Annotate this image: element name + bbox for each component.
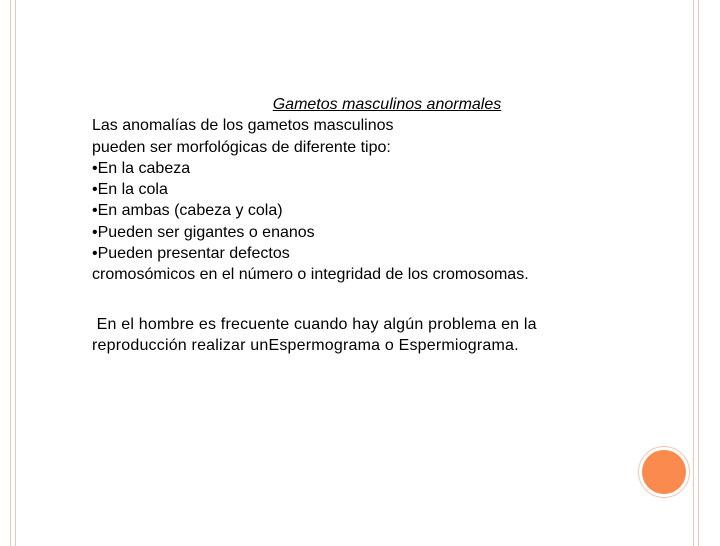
slide-title: Gametos masculinos anormales: [272, 96, 502, 113]
bullet-item: •Pueden ser gigantes o enanos: [92, 223, 315, 241]
bullet-item: •En ambas (cabeza y cola): [92, 202, 283, 220]
orange-circle-decoration: [642, 450, 686, 494]
bullet-item: •En la cola: [92, 181, 168, 199]
right-border-decoration: [693, 0, 699, 546]
intro-line-2: pueden ser morfológicas de diferente tipo:: [92, 138, 391, 156]
closing-line-1: En el hombre es frecuente cuando hay algún problema en la: [92, 315, 537, 333]
bullet-continuation: cromosómicos en el número o integridad de los cromosomas.: [92, 266, 529, 284]
left-border-decoration: [10, 0, 16, 546]
bullet-item: •Pueden presentar defectos: [92, 245, 290, 263]
bullet-item: •En la cabeza: [92, 159, 191, 177]
closing-line-2: reproducción realizar unEspermograma o Espermiograma.: [92, 336, 519, 354]
slide-body: [92, 94, 652, 356]
paragraph-gap: [92, 286, 652, 314]
intro-line-1: Las anomalías de los gametos masculinos: [92, 117, 394, 135]
